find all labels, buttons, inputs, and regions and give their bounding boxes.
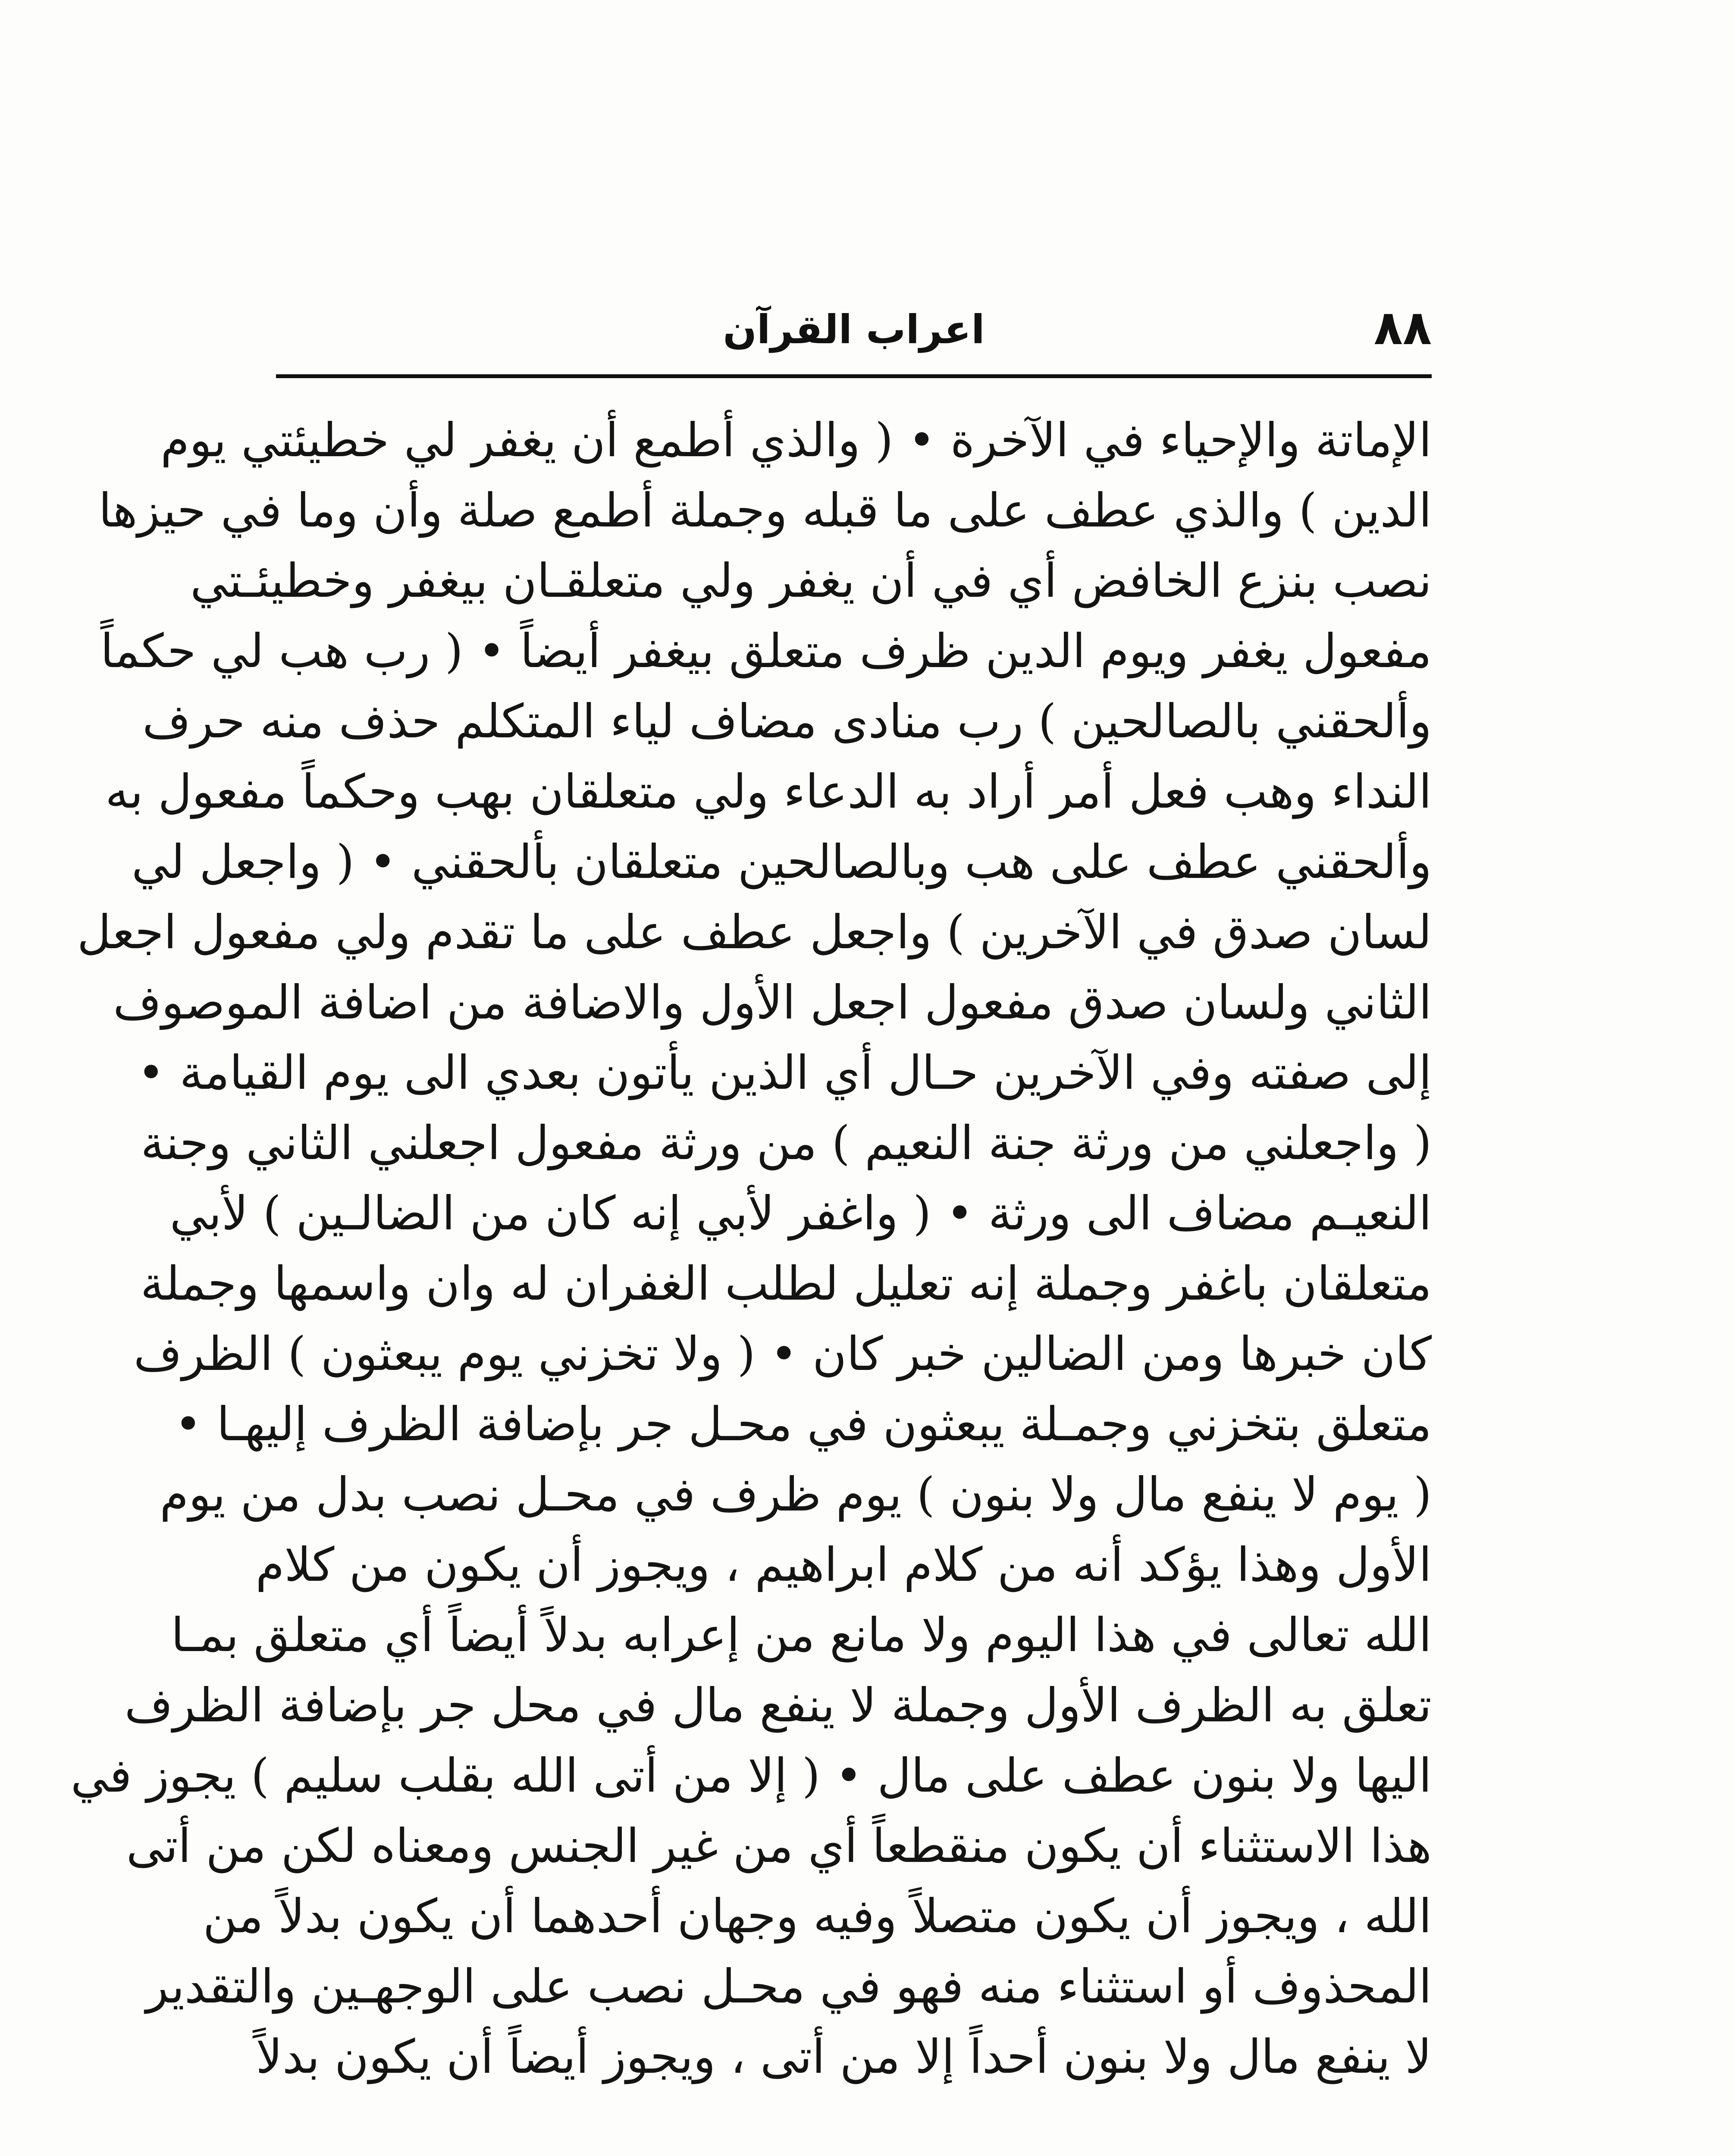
text-line: وألحقني بالصالحين ) رب منادى مضاف لياء المتكلم حذف منه حرف bbox=[142, 695, 1432, 749]
text-line: الأول وهذا يؤكد أنه من كلام ابراهيم ، ويجوز أن يكون من كلام bbox=[255, 1538, 1432, 1592]
text-line: لسان صدق في الآخرين ) واجعل عطف على ما تقدم ولي مفعول اجعل bbox=[77, 906, 1432, 959]
page-header bbox=[276, 285, 1432, 371]
page-number: ٨٨ bbox=[1373, 300, 1432, 355]
text-line: الله ، ويجوز أن يكون متصلاً وفيه وجهان أحدهما أن يكون بدلاً من bbox=[203, 1890, 1432, 1943]
text-line: كان خبرها ومن الضالين خبر كان • ( ولا تخزني يوم يبعثون ) الظرف bbox=[133, 1327, 1432, 1381]
body-text bbox=[70, 405, 1432, 2092]
header-rule bbox=[276, 374, 1432, 378]
text-line: ( واجعلني من ورثة جنة النعيم ) من ورثة مفعول اجعلني الثاني وجنة bbox=[141, 1116, 1432, 1170]
text-line: النعيـم مضاف الى ورثة • ( واغفر لأبي إنه كان من الضالـين ) لأبي bbox=[169, 1187, 1432, 1241]
text-line: الدين ) والذي عطف على ما قبله وجملة أطمع صلة وأن وما في حيزها bbox=[98, 484, 1432, 538]
text-line: الله تعالى في هذا اليوم ولا مانع من إعرابه بدلاً أيضاً أي متعلق بمـا bbox=[171, 1608, 1432, 1662]
text-line: الثاني ولسان صدق مفعول اجعل الأول والاضافة من اضافة الموصوف bbox=[113, 976, 1432, 1030]
text-line: نصب بنزع الخافض أي في أن يغفر ولي متعلقـان بيغفر وخطيئـتي bbox=[190, 554, 1432, 608]
text-line: تعلق به الظرف الأول وجملة لا ينفع مال في محل جر بإضافة الظرف bbox=[124, 1679, 1432, 1733]
text-line: المحذوف أو استثناء منه فهو في محـل نصب على الوجهـين والتقدير bbox=[146, 1960, 1432, 2014]
text-line: إلى صفته وفي الآخرين حـال أي الذين يأتون بعدي الى يوم القيامة • bbox=[137, 1046, 1432, 1100]
text-line: متعلقان باغفر وجملة إنه تعليل لطلب الغفران له وان واسمها وجملة bbox=[140, 1257, 1432, 1311]
text-line: وألحقني عطف على هب وبالصالحين متعلقان بألحقني • ( واجعل لي bbox=[132, 835, 1432, 889]
text-line: النداء وهب فعل أمر أراد به الدعاء ولي متعلقان بهب وحكماً مفعول به bbox=[105, 765, 1432, 819]
text-line: ( يوم لا ينفع مال ولا بنون ) يوم ظرف في محـل نصب بدل من يوم bbox=[160, 1468, 1432, 1522]
running-title: اعراب القرآن bbox=[723, 307, 985, 353]
text-line: مفعول يغفر ويوم الدين ظرف متعلق بيغفر أيضاً • ( رب هب لي حكماً bbox=[100, 624, 1432, 678]
text-line: متعلق بتخزني وجمـلة يبعثون في محـل جر بإضافة الظرف إليهـا • bbox=[174, 1398, 1432, 1451]
text-line: اليها ولا بنون عطف على مال • ( إلا من أتى الله بقلب سليم ) يجوز في bbox=[70, 1749, 1432, 1803]
text-line: هذا الاستثناء أن يكون منقطعاً أي من غير الجنس ومعناه لكن من أتى bbox=[126, 1819, 1432, 1873]
text-line: الإماتة والإحياء في الآخرة • ( والذي أطمع أن يغفر لي خطيئتي يوم bbox=[160, 414, 1432, 467]
text-line: لا ينفع مال ولا بنون أحداً إلا من أتى ، ويجوز أيضاً أن يكون بدلاً bbox=[256, 2030, 1432, 2084]
